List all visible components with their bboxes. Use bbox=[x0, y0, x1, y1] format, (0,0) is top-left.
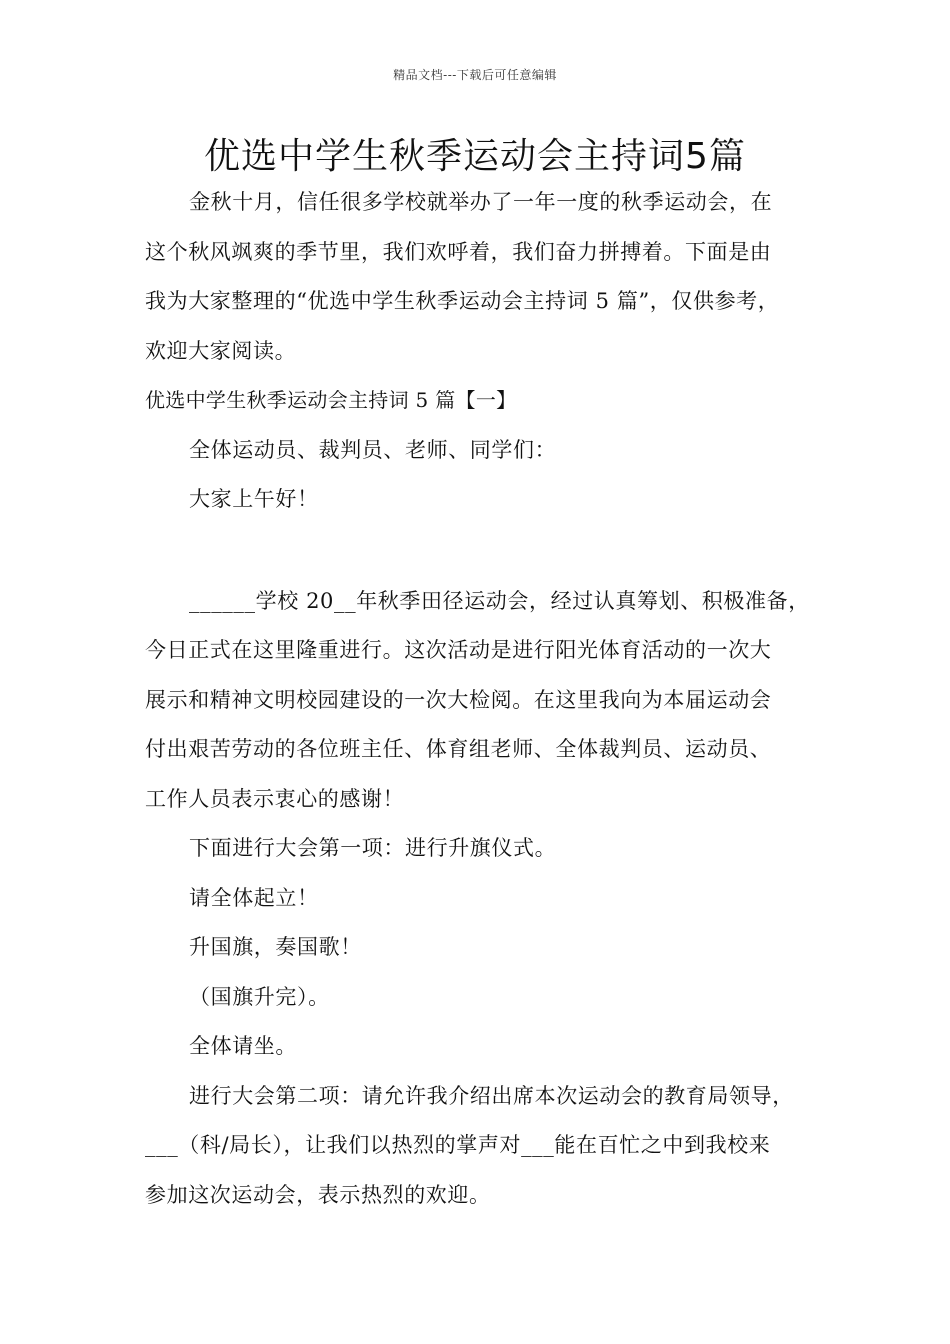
paragraph-line: 展示和精神文明校园建设的一次大检阅。在这里我向为本届运动会 bbox=[145, 687, 772, 712]
instruction-flag-done: （国旗升完）。 bbox=[189, 984, 330, 1009]
section-heading: 优选中学生秋季运动会主持词 5 篇【一】 bbox=[145, 388, 517, 412]
document-title: 优选中学生秋季运动会主持词5篇 bbox=[204, 136, 746, 177]
intro-paragraph bbox=[145, 178, 835, 376]
paragraph-line: 今日正式在这里隆重进行。这次活动是进行阳光体育活动的一次大 bbox=[145, 638, 772, 662]
paragraph-line: 工作人员表示衷心的感谢！ bbox=[145, 786, 405, 811]
opening-paragraph bbox=[145, 577, 835, 825]
paragraph-line: 参加这次运动会，表示热烈的欢迎。 bbox=[145, 1182, 491, 1207]
salutation: 全体运动员、裁判员、老师、同学们： bbox=[189, 437, 557, 462]
intro-line: 金秋十月，信任很多学校就举办了一年一度的秋季运动会，在 bbox=[189, 190, 773, 214]
greeting: 大家上午好！ bbox=[189, 487, 319, 511]
paragraph-line: ______学校 20__年秋季田径运动会，经过认真筹划、积极准备， bbox=[189, 588, 810, 613]
intro-line: 这个秋风飒爽的季节里，我们欢呼着，我们奋力拼搏着。下面是由 bbox=[145, 239, 772, 264]
intro-line: 欢迎大家阅读。 bbox=[145, 338, 297, 363]
header-note: 精品文档---下载后可任意编辑 bbox=[393, 68, 557, 82]
intro-line: 我为大家整理的“优选中学生秋季运动会主持词 5 篇”，仅供参考， bbox=[145, 289, 780, 313]
instruction-anthem: 升国旗，奏国歌！ bbox=[189, 935, 362, 959]
blank-gap bbox=[145, 525, 835, 577]
instruction-stand: 请全体起立！ bbox=[189, 885, 319, 910]
instruction-sit: 全体请坐。 bbox=[189, 1034, 297, 1058]
agenda-item-1: 下面进行大会第一项：进行升旗仪式。 bbox=[189, 836, 557, 860]
paragraph-line: 进行大会第二项：请允许我介绍出席本次运动会的教育局领导， bbox=[189, 1083, 794, 1108]
paragraph-line: 付出艰苦劳动的各位班主任、体育组老师、全体裁判员、运动员、 bbox=[145, 737, 772, 761]
agenda-item-2-paragraph bbox=[145, 1072, 835, 1221]
paragraph-line: ___（科/局长），让我们以热烈的掌声对___能在百忙之中到我校来 bbox=[145, 1133, 771, 1157]
document-body bbox=[145, 178, 835, 1220]
